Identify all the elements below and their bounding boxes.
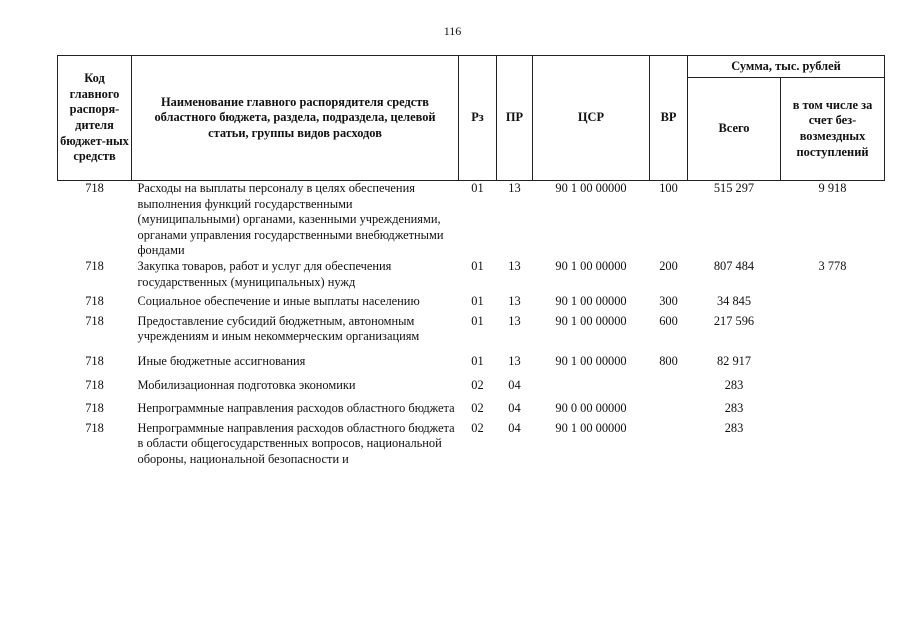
table-header — [58, 56, 885, 181]
cell-code: 718 — [85, 294, 104, 309]
cell-rz: 02 — [471, 420, 484, 435]
cell-total: 217 596 — [713, 313, 755, 328]
budget-table — [57, 55, 885, 468]
cell-code: 718 — [85, 353, 104, 368]
cell-vr: 600 — [659, 313, 678, 328]
cell-csr: 90 1 00 00000 — [555, 294, 627, 309]
cell-pr: 13 — [508, 181, 521, 195]
cell-code: 718 — [85, 420, 104, 435]
cell-total: 82 917 — [716, 353, 752, 368]
cell-pr: 13 — [508, 258, 521, 273]
cell-name: Непрограммные направления расходов областного бюджета — [137, 401, 455, 416]
cell-vr: 200 — [659, 258, 678, 273]
cell-total: 515 297 — [713, 181, 755, 195]
cell-code: 718 — [85, 258, 104, 273]
cell-name: Закупка товаров, работ и услуг для обеспечения государственных (муниципальных) нужд — [137, 258, 392, 289]
cell-pr: 13 — [508, 313, 521, 328]
header-sum-group: Сумма, тыс. рублей — [688, 56, 885, 78]
cell-code: 718 — [85, 401, 104, 416]
cell-pr: 13 — [508, 294, 521, 309]
cell-name: Иные бюджетные ассигнования — [137, 353, 306, 368]
header-name: Наименование главного распорядителя средств областного бюджета, раздела, подраздела, целевой статьи, группы видов расходов — [132, 56, 459, 181]
cell-rz: 02 — [471, 401, 484, 416]
cell-name: Мобилизационная подготовка экономики — [137, 377, 356, 392]
cell-vr: 300 — [659, 294, 678, 309]
cell-gratuitous — [781, 378, 885, 402]
cell-total: 283 — [724, 377, 744, 392]
table-row — [58, 294, 885, 314]
cell-rz: 01 — [471, 181, 484, 195]
cell-gratuitous: 3 778 — [818, 258, 847, 273]
table-row — [58, 378, 885, 402]
cell-total: 283 — [724, 401, 744, 416]
header-total: Всего — [688, 78, 781, 181]
cell-pr: 04 — [508, 401, 521, 416]
cell-name: Социальное обеспечение и иные выплаты населению — [137, 294, 420, 309]
cell-vr — [650, 378, 688, 402]
cell-rz: 01 — [471, 313, 484, 328]
cell-csr: 90 1 00 00000 — [555, 420, 627, 435]
cell-csr — [533, 378, 650, 402]
cell-vr: 100 — [659, 181, 678, 195]
cell-csr: 90 1 00 00000 — [555, 353, 627, 368]
cell-vr — [650, 421, 688, 468]
cell-rz: 02 — [471, 377, 484, 392]
table-row — [58, 181, 885, 259]
header-gratuitous: в том числе за счет без-возмездных поступлений — [781, 78, 885, 181]
cell-rz: 01 — [471, 258, 484, 273]
cell-csr: 90 1 00 00000 — [555, 181, 627, 195]
cell-name: Предоставление субсидий бюджетным, автономным учреждениям и иным некоммерческим организациям — [137, 313, 420, 344]
header-csr: ЦСР — [533, 56, 650, 181]
cell-gratuitous — [781, 421, 885, 468]
page-number: 116 — [443, 24, 462, 38]
cell-gratuitous — [781, 314, 885, 354]
cell-csr: 90 1 00 00000 — [555, 313, 627, 328]
cell-vr: 800 — [659, 353, 678, 368]
cell-gratuitous — [781, 401, 885, 421]
table-row — [58, 314, 885, 354]
cell-gratuitous — [781, 294, 885, 314]
cell-total: 807 484 — [713, 258, 755, 273]
cell-gratuitous: 9 918 — [818, 181, 847, 195]
table-row — [58, 421, 885, 468]
cell-rz: 01 — [471, 353, 484, 368]
cell-csr: 90 1 00 00000 — [555, 258, 627, 273]
cell-total: 283 — [724, 420, 744, 435]
cell-csr: 90 0 00 00000 — [555, 401, 627, 416]
cell-gratuitous — [781, 354, 885, 378]
cell-name: Непрограммные направления расходов областного бюджета в области общегосударственных вопросов, национальной обороны, национальной безопасности и — [137, 420, 455, 466]
cell-code: 718 — [85, 377, 104, 392]
table-row — [58, 259, 885, 294]
header-pr: ПР — [497, 56, 533, 181]
cell-rz: 01 — [471, 294, 484, 309]
header-vr: ВР — [650, 56, 688, 181]
header-rz: Рз — [459, 56, 497, 181]
cell-pr: 04 — [508, 420, 521, 435]
cell-vr — [650, 401, 688, 421]
cell-code: 718 — [85, 181, 104, 195]
header-code: Код главного распоря-дителя бюджет-ных средств — [58, 56, 132, 181]
cell-pr: 04 — [508, 377, 521, 392]
table-row — [58, 401, 885, 421]
cell-name: Расходы на выплаты персоналу в целях обеспечения выполнения функций государственными (муниципальными) органами, казенными учреждениями, органами управления государственными внебюджетными фондами — [137, 181, 444, 258]
cell-pr: 13 — [508, 353, 521, 368]
cell-code: 718 — [85, 313, 104, 328]
table-row — [58, 354, 885, 378]
cell-total: 34 845 — [716, 294, 752, 309]
